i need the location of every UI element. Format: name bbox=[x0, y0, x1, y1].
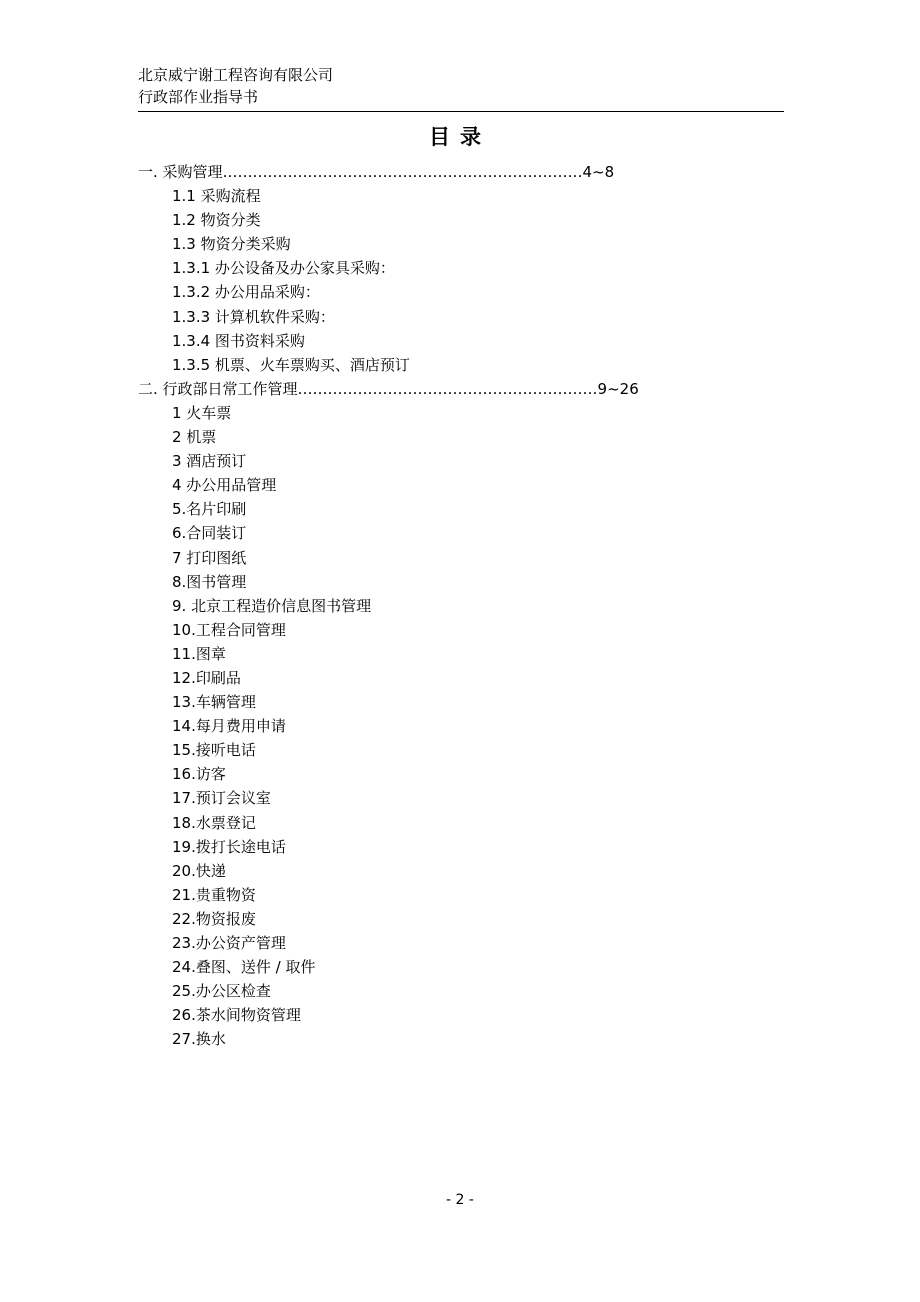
toc-entry-text: 25.办公区检查 bbox=[172, 982, 271, 1001]
toc-entry-text: 1.3.4 图书资料采购 bbox=[172, 331, 305, 350]
toc-entry-text: 22.物资报废 bbox=[172, 909, 256, 928]
toc-item[interactable] bbox=[138, 835, 784, 859]
toc-leader-dots: ……………………………………………………………… bbox=[222, 163, 583, 181]
toc-item[interactable] bbox=[138, 666, 784, 690]
toc-item[interactable] bbox=[138, 329, 784, 353]
toc-entry-text: 1 火车票 bbox=[172, 403, 232, 422]
toc-entry-text: 17.预订会议室 bbox=[172, 789, 271, 808]
toc-entry-text: 3 酒店预订 bbox=[172, 452, 247, 471]
toc-item[interactable] bbox=[138, 449, 784, 473]
toc-item[interactable] bbox=[138, 931, 784, 955]
toc-entry-text: 1.2 物资分类 bbox=[172, 211, 261, 230]
toc-entry-text: 15.接听电话 bbox=[172, 741, 256, 760]
toc-entry-text: 1.3.2 办公用品采购： bbox=[172, 283, 320, 302]
toc-item[interactable] bbox=[138, 907, 784, 931]
toc-leader-dots: …………………………………………………… bbox=[297, 379, 598, 398]
toc-entry-text: 7 打印图纸 bbox=[172, 548, 247, 567]
toc-entry-text: 18.水票登记 bbox=[172, 813, 256, 832]
toc-item[interactable] bbox=[138, 546, 784, 570]
toc-item[interactable] bbox=[138, 280, 784, 304]
toc-title: 目录 bbox=[429, 125, 491, 149]
toc-entry-text: 4 办公用品管理 bbox=[172, 476, 277, 495]
toc-entry-text: 13.车辆管理 bbox=[172, 693, 256, 712]
toc-entry-text: 10.工程合同管理 bbox=[172, 620, 286, 639]
toc-item[interactable] bbox=[138, 594, 784, 618]
toc-entry-text: 一. 采购管理 bbox=[138, 163, 223, 181]
toc-entry-text: 24.叠图、送件 / 取件 bbox=[172, 958, 316, 977]
toc-section[interactable] bbox=[138, 160, 784, 184]
header-divider bbox=[138, 111, 784, 112]
page-header bbox=[138, 64, 784, 108]
toc-item[interactable] bbox=[138, 184, 784, 208]
toc-item[interactable] bbox=[138, 1027, 784, 1051]
toc-entry-text: 23.办公资产管理 bbox=[172, 934, 286, 952]
toc-item[interactable] bbox=[138, 883, 784, 907]
toc-entry-text: 19.拨打长途电话 bbox=[172, 837, 286, 856]
toc-item[interactable] bbox=[138, 979, 784, 1003]
page-number: - 2 - bbox=[446, 1192, 474, 1208]
toc-entry-text: 21.贵重物资 bbox=[172, 885, 256, 904]
toc-page-range: 9~26 bbox=[597, 379, 639, 398]
toc-item[interactable] bbox=[138, 521, 784, 545]
company-name: 北京威宁谢工程咨询有限公司 bbox=[138, 66, 334, 84]
toc-entry-text: 12.印刷品 bbox=[172, 668, 241, 687]
toc-item[interactable] bbox=[138, 786, 784, 810]
toc-entry-text: 27.换水 bbox=[172, 1030, 226, 1049]
toc-entry-text: 9. 北京工程造价信息图书管理 bbox=[172, 596, 372, 615]
toc-item[interactable] bbox=[138, 305, 784, 329]
toc-entry-text: 11.图章 bbox=[172, 644, 226, 663]
toc-item[interactable] bbox=[138, 497, 784, 521]
toc-entry-text: 5.名片印刷 bbox=[172, 500, 247, 519]
toc-entry-text: 8.图书管理 bbox=[172, 572, 247, 591]
toc-item[interactable] bbox=[138, 642, 784, 666]
toc-entry-text: 14.每月费用申请 bbox=[172, 717, 286, 736]
toc-item[interactable] bbox=[138, 618, 784, 642]
toc-entry-text: 1.3.1 办公设备及办公家具采购： bbox=[172, 259, 395, 278]
toc-item[interactable] bbox=[138, 762, 784, 786]
toc-item[interactable] bbox=[138, 473, 784, 497]
toc-item[interactable] bbox=[138, 208, 784, 232]
toc-item[interactable] bbox=[138, 401, 784, 425]
toc-section[interactable] bbox=[138, 377, 784, 401]
toc-item[interactable] bbox=[138, 425, 784, 449]
toc-entry-text: 二. 行政部日常工作管理 bbox=[138, 379, 298, 398]
toc-entry-text: 6.合同装订 bbox=[172, 524, 247, 543]
toc-entry-text: 2 机票 bbox=[172, 428, 217, 447]
toc-item[interactable] bbox=[138, 811, 784, 835]
toc-entry-text: 1.3 物资分类采购 bbox=[172, 235, 291, 254]
toc-entry-text: 1.3.5 机票、火车票购买、酒店预订 bbox=[172, 355, 410, 374]
toc-entry-text: 26.茶水间物资管理 bbox=[172, 1006, 301, 1025]
table-of-contents bbox=[138, 160, 784, 1051]
toc-entry-text: 20.快递 bbox=[172, 861, 226, 880]
toc-entry-text: 1.1 采购流程 bbox=[172, 187, 261, 206]
toc-entry-text: 1.3.3 计算机软件采购： bbox=[172, 307, 335, 326]
toc-item[interactable] bbox=[138, 1003, 784, 1027]
toc-item[interactable] bbox=[138, 690, 784, 714]
toc-item[interactable] bbox=[138, 859, 784, 883]
toc-item[interactable] bbox=[138, 353, 784, 377]
toc-item[interactable] bbox=[138, 714, 784, 738]
toc-entry-text: 16.访客 bbox=[172, 765, 226, 784]
toc-item[interactable] bbox=[138, 955, 784, 979]
toc-item[interactable] bbox=[138, 256, 784, 280]
toc-item[interactable] bbox=[138, 738, 784, 762]
toc-item[interactable] bbox=[138, 570, 784, 594]
toc-item[interactable] bbox=[138, 232, 784, 256]
document-title: 行政部作业指导书 bbox=[138, 88, 259, 106]
toc-page-range: 4~8 bbox=[582, 163, 615, 181]
